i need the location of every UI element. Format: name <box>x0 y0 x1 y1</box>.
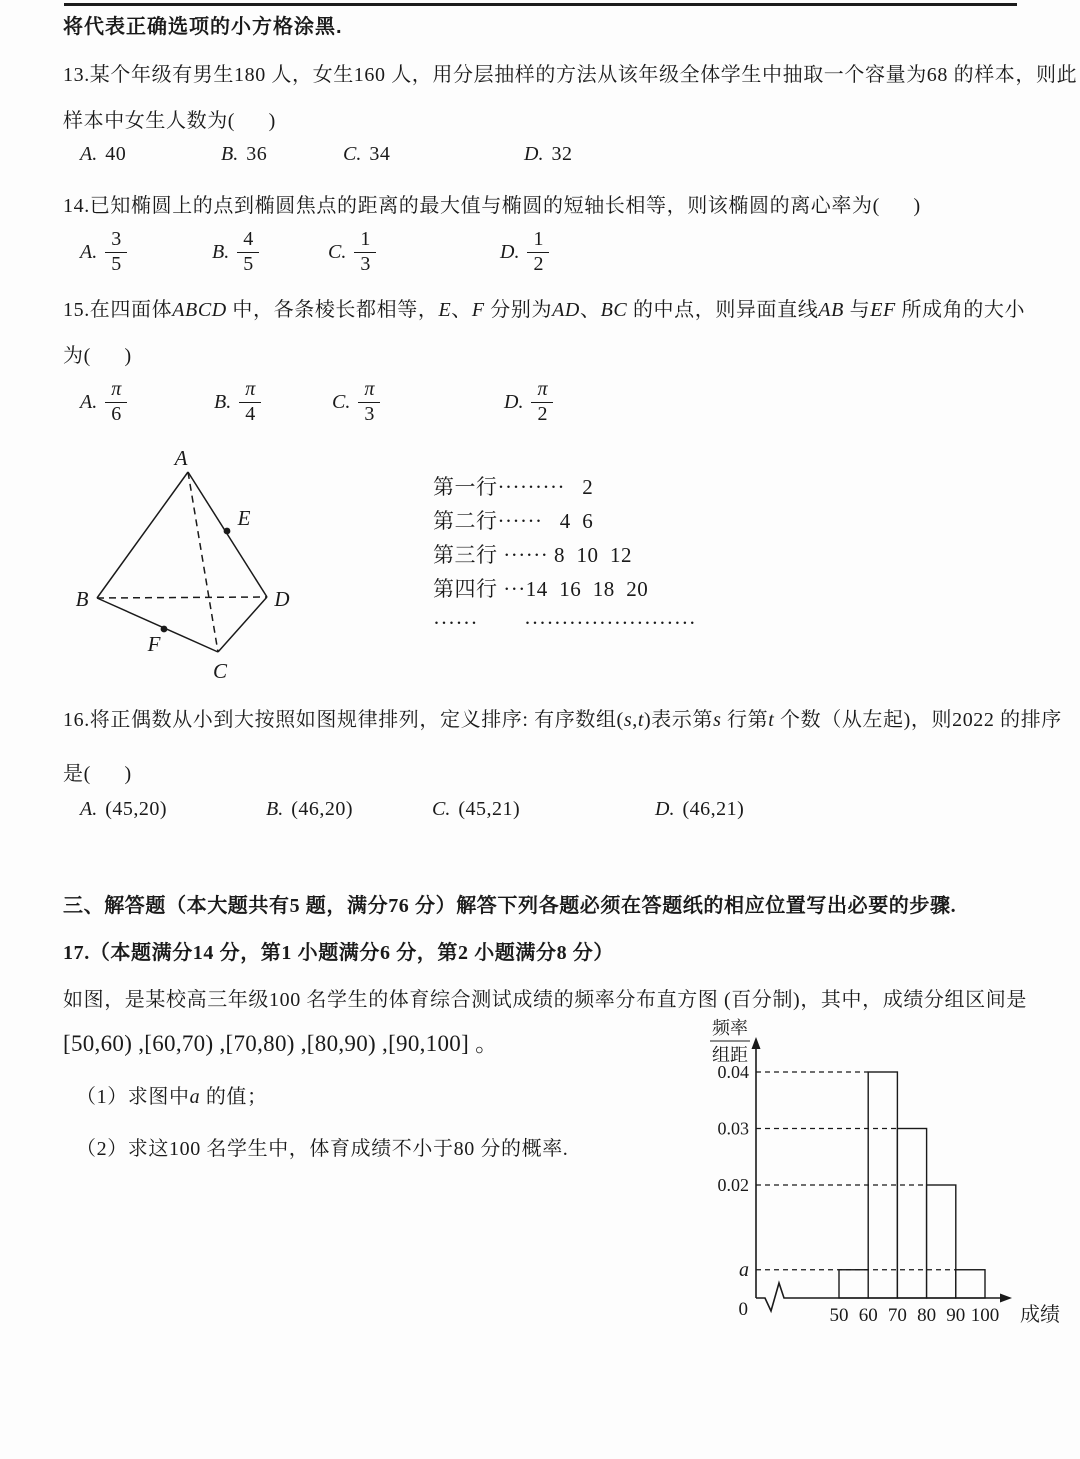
y-tick-label-0.04: 0.04 <box>717 1062 749 1082</box>
q16-option-c-value: (45,21) <box>458 797 521 820</box>
y-axis-title-denominator: 组距 <box>712 1045 748 1065</box>
x-axis-title: 成绩 <box>1020 1304 1060 1326</box>
histogram-bar-90-100 <box>956 1270 985 1298</box>
q13-option-a <box>80 140 126 168</box>
q13-option-a-value: 40 <box>105 142 127 165</box>
midpoint-E-dot <box>224 528 231 535</box>
fraction-denominator: 2 <box>537 402 548 425</box>
histogram-bar-50-60 <box>839 1270 868 1298</box>
vertex-label-C: C <box>212 659 228 683</box>
pattern-row-2: 第二行······ 4 6 <box>433 509 594 533</box>
q15-options <box>0 374 1080 430</box>
q13-text-line2: 样本中女生人数为( ) <box>63 110 276 132</box>
q16-option-d-value: (46,21) <box>682 797 745 820</box>
q17-part2: （2）求这100 名学生中，体育成绩不小于80 分的概率. <box>76 1138 569 1160</box>
histogram-figure <box>698 1012 1080 1352</box>
edge-AC-hidden <box>188 472 218 652</box>
q16-option-a <box>80 794 167 824</box>
q16-option-b <box>266 794 353 824</box>
fraction-numerator: 1 <box>527 229 549 253</box>
edge-AD <box>188 472 267 597</box>
q15-option-b <box>214 374 261 430</box>
q15-text-line1: 15.在四面体ABCD 中，各条棱长都相等，E、F 分别为AD、BC 的中点，则异面直线AB 与EF 所成角的大小 <box>63 299 1026 321</box>
q14-option-b-fraction <box>237 229 259 275</box>
q14-text-line1: 14.已知椭圆上的点到椭圆焦点的距离的最大值与椭圆的短轴长相等，则该椭圆的离心率为( ) <box>63 195 921 217</box>
q14-option-a-fraction <box>105 229 127 275</box>
q14-option-a <box>80 224 127 280</box>
q14-option-d-fraction <box>527 229 549 275</box>
y-tick-label-0.03: 0.03 <box>717 1118 749 1139</box>
q13-option-a-label: A. <box>80 142 98 165</box>
x-axis-arrow <box>1000 1294 1012 1303</box>
q13-option-b-label: B. <box>221 142 239 165</box>
q13-text-line1: 13.某个年级有男生180 人，女生160 人，用分层抽样的方法从该年级全体学生中抽取一个容量为68 的样本，则此 <box>63 64 1078 86</box>
pattern-row-1: 第一行········· 2 <box>433 475 594 499</box>
q17-intervals: [50,60) ,[60,70) ,[70,80) ,[80,90) ,[90,100] 。 <box>63 1031 499 1056</box>
instruction-note: 将代表正确选项的小方格涂黑. <box>63 16 343 38</box>
y-tick-label-0.02: 0.02 <box>717 1175 749 1195</box>
q13-option-c-value: 34 <box>369 142 391 165</box>
top-rule <box>64 3 1017 6</box>
fraction-denominator: 4 <box>245 402 256 425</box>
fraction-numerator: 3 <box>105 229 127 253</box>
q15-option-d <box>504 374 553 430</box>
q16-text-line2: 是( ) <box>63 763 132 785</box>
fraction-numerator: π <box>105 379 127 403</box>
q16-option-b-value: (46,20) <box>291 797 354 820</box>
q15-text-line2: 为( ) <box>63 345 132 367</box>
pattern-row-5: ······ ······················· <box>433 611 697 635</box>
fraction-denominator: 5 <box>111 252 122 275</box>
vertex-label-A: A <box>174 448 188 470</box>
q17-heading: 17.（本题满分14 分，第1 小题满分6 分，第2 小题满分8 分） <box>63 942 614 964</box>
q13-options <box>0 140 1080 168</box>
q16-option-b-label: B. <box>266 797 284 820</box>
q14-option-b-label: B. <box>212 240 230 263</box>
vertex-label-E: E <box>237 506 251 530</box>
pattern-row-4: 第四行 ···14 16 18 20 <box>433 577 649 601</box>
x-tick-label-90: 90 <box>946 1305 966 1326</box>
x-tick-label-80: 80 <box>917 1305 937 1326</box>
q16-option-a-value: (45,20) <box>105 797 168 820</box>
q15-option-c-fraction <box>358 379 380 425</box>
x-tick-label-60: 60 <box>858 1305 878 1326</box>
histogram-bar-70-80 <box>897 1129 926 1299</box>
q15-option-a-fraction <box>105 379 127 425</box>
q14-option-b <box>212 224 259 280</box>
edge-AB <box>97 472 188 598</box>
y-axis-title-numerator: 频率 <box>712 1018 748 1038</box>
y-tick-label-a: a <box>739 1258 749 1281</box>
fraction-denominator: 2 <box>533 252 544 275</box>
q13-option-d-value: 32 <box>551 142 573 165</box>
fraction-denominator: 3 <box>364 402 375 425</box>
q15-option-d-fraction <box>531 379 553 425</box>
q14-option-d <box>500 224 549 280</box>
q16-text-line1: 16.将正偶数从小到大按照如图规律排列，定义排序: 有序数组(s,t)表示第s 行第t 个数（从左起)，则2022 的排序 <box>63 709 1062 731</box>
x-tick-label-70: 70 <box>887 1305 907 1326</box>
q15-option-b-label: B. <box>214 390 232 413</box>
q14-option-c <box>328 224 376 280</box>
q15-option-a <box>80 374 127 430</box>
fraction-numerator: 4 <box>237 229 259 253</box>
fraction-numerator: π <box>358 379 380 403</box>
fraction-denominator: 3 <box>360 252 371 275</box>
fraction-denominator: 6 <box>111 402 122 425</box>
edge-BD-hidden <box>97 597 267 598</box>
edge-CD <box>218 597 267 652</box>
q15-option-a-label: A. <box>80 390 98 413</box>
q15-option-d-label: D. <box>504 390 524 413</box>
q14-options <box>0 224 1080 280</box>
q13-option-b <box>221 140 267 168</box>
q16-option-d-label: D. <box>655 797 675 820</box>
q15-option-b-fraction <box>239 379 261 425</box>
fraction-numerator: 1 <box>354 229 376 253</box>
section3-heading: 三、解答题（本大题共有5 题，满分76 分）解答下列各题必须在答题纸的相应位置写出必要的步骤. <box>63 895 957 917</box>
q13-option-c <box>343 140 390 168</box>
q13-option-d <box>524 140 572 168</box>
midpoint-F-dot <box>161 626 168 633</box>
q17-text-line1: 如图，是某校高三年级100 名学生的体育综合测试成绩的频率分布直方图 (百分制)，其中，成绩分组区间是 <box>63 989 1027 1011</box>
number-pattern-figure <box>433 470 696 640</box>
x-tick-label-100: 100 <box>970 1305 1000 1326</box>
vertex-label-D: D <box>274 587 290 611</box>
q17-part1: （1）求图中a 的值； <box>76 1086 268 1108</box>
fraction-denominator: 5 <box>243 252 254 275</box>
x-tick-label-50: 50 <box>829 1305 849 1326</box>
q16-options <box>0 794 1080 824</box>
q16-option-a-label: A. <box>80 797 98 820</box>
q13-option-c-label: C. <box>343 142 362 165</box>
q13-option-d-label: D. <box>524 142 544 165</box>
fraction-numerator: π <box>239 379 261 403</box>
q16-option-d <box>655 794 744 824</box>
vertex-label-F: F <box>147 632 161 656</box>
q13-option-b-value: 36 <box>246 142 268 165</box>
q14-option-c-fraction <box>354 229 376 275</box>
pattern-row-3: 第三行 ······ 8 10 12 <box>433 543 632 567</box>
q14-option-d-label: D. <box>500 240 520 263</box>
q14-option-c-label: C. <box>328 240 347 263</box>
vertex-label-B: B <box>75 587 89 611</box>
tetrahedron-figure <box>55 448 385 686</box>
q16-option-c <box>432 794 520 824</box>
histogram-bar-80-90 <box>927 1185 956 1298</box>
origin-label: 0 <box>738 1299 748 1320</box>
q15-option-c <box>332 374 380 430</box>
q16-option-c-label: C. <box>432 797 451 820</box>
y-axis-arrow <box>752 1037 761 1049</box>
fraction-numerator: π <box>531 379 553 403</box>
q15-option-c-label: C. <box>332 390 351 413</box>
q14-option-a-label: A. <box>80 240 98 263</box>
